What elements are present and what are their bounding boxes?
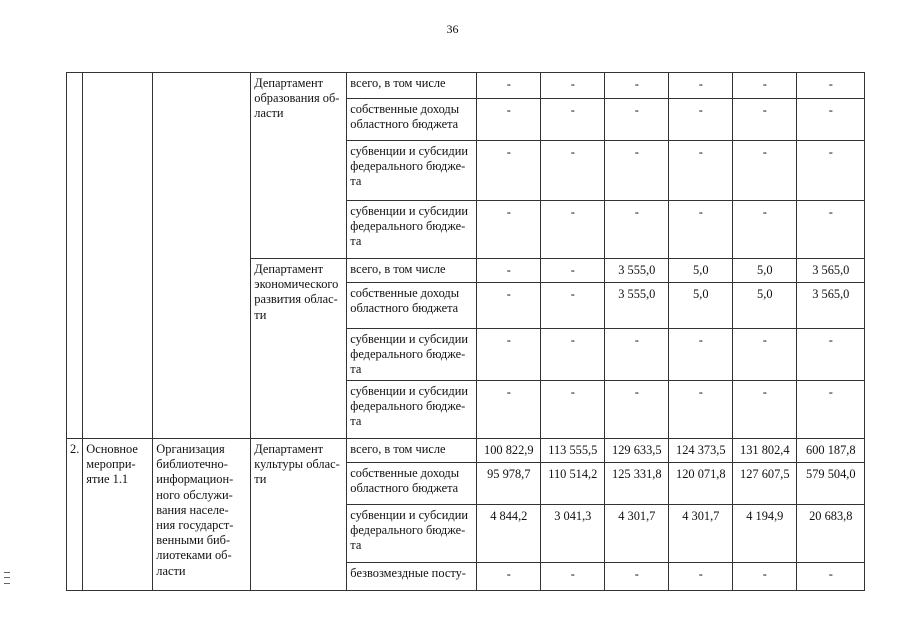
value-cell: -	[477, 259, 541, 283]
activity-name-cell: Основное меропри-ятие 1.1	[83, 439, 153, 591]
funding-source-cell: субвенции и субсидии федерального бюдже-та	[347, 201, 477, 259]
value-cell: -	[541, 259, 605, 283]
value-cell: -	[669, 201, 733, 259]
value-cell: 124 373,5	[669, 439, 733, 463]
value-cell: -	[733, 201, 797, 259]
activity-description-cell	[153, 73, 251, 439]
value-cell: -	[605, 381, 669, 439]
value-cell: 5,0	[733, 283, 797, 329]
value-cell: 129 633,5	[605, 439, 669, 463]
value-cell: -	[605, 141, 669, 201]
funding-source-cell: всего, в том числе	[347, 439, 477, 463]
department-cell: Департамент экономического развития облас-ти	[251, 259, 347, 439]
value-cell: 4 844,2	[477, 505, 541, 563]
value-cell: 120 071,8	[669, 463, 733, 505]
value-cell: 100 822,9	[477, 439, 541, 463]
funding-source-cell: субвенции и субсидии федерального бюдже-та	[347, 381, 477, 439]
value-cell: 3 041,3	[541, 505, 605, 563]
value-cell: 4 301,7	[669, 505, 733, 563]
table-row	[67, 439, 865, 463]
value-cell: 3 565,0	[797, 259, 865, 283]
value-cell: 600 187,8	[797, 439, 865, 463]
value-cell: 20 683,8	[797, 505, 865, 563]
value-cell: 579 504,0	[797, 463, 865, 505]
value-cell: -	[541, 201, 605, 259]
value-cell: -	[605, 201, 669, 259]
page-number: 36	[446, 22, 459, 36]
value-cell: -	[797, 99, 865, 141]
value-cell: 125 331,8	[605, 463, 669, 505]
value-cell: 131 802,4	[733, 439, 797, 463]
activity-description-cell: Организация библиотечно-информацион-ного обслужи-вания населе-ния государст-венными биб-лиотеками об-ласти	[153, 439, 251, 591]
value-cell: -	[669, 141, 733, 201]
funding-source-cell: субвенции и субсидии федерального бюдже-та	[347, 505, 477, 563]
value-cell: -	[477, 99, 541, 141]
value-cell: -	[669, 73, 733, 99]
value-cell: -	[669, 329, 733, 381]
value-cell: -	[605, 73, 669, 99]
value-cell: -	[669, 99, 733, 141]
value-cell: 3 555,0	[605, 259, 669, 283]
value-cell: -	[477, 381, 541, 439]
value-cell: -	[477, 329, 541, 381]
value-cell: -	[541, 563, 605, 591]
value-cell: -	[541, 73, 605, 99]
value-cell: -	[605, 99, 669, 141]
value-cell: -	[477, 283, 541, 329]
margin-mark	[4, 572, 10, 584]
value-cell: -	[733, 381, 797, 439]
funding-source-cell: всего, в том числе	[347, 259, 477, 283]
value-cell: 5,0	[669, 259, 733, 283]
value-cell: -	[797, 201, 865, 259]
value-cell: -	[541, 381, 605, 439]
value-cell: -	[733, 563, 797, 591]
value-cell: -	[477, 73, 541, 99]
value-cell: -	[797, 141, 865, 201]
value-cell: -	[733, 141, 797, 201]
value-cell: -	[733, 73, 797, 99]
table-body	[67, 73, 865, 591]
value-cell: -	[477, 563, 541, 591]
value-cell: -	[797, 73, 865, 99]
value-cell: -	[733, 99, 797, 141]
value-cell: 5,0	[733, 259, 797, 283]
value-cell: -	[797, 329, 865, 381]
value-cell: -	[733, 329, 797, 381]
value-cell: -	[797, 563, 865, 591]
value-cell: -	[797, 381, 865, 439]
budget-table	[66, 72, 865, 591]
number-cell: 2.	[67, 439, 83, 591]
funding-source-cell: субвенции и субсидии федерального бюдже-та	[347, 329, 477, 381]
value-cell: 113 555,5	[541, 439, 605, 463]
value-cell: 110 514,2	[541, 463, 605, 505]
value-cell: -	[541, 283, 605, 329]
table-row	[67, 73, 865, 99]
value-cell: -	[605, 563, 669, 591]
value-cell: 95 978,7	[477, 463, 541, 505]
funding-source-cell: безвозмездные посту-	[347, 563, 477, 591]
value-cell: -	[605, 329, 669, 381]
number-cell	[67, 73, 83, 439]
value-cell: 4 301,7	[605, 505, 669, 563]
value-cell: 3 555,0	[605, 283, 669, 329]
value-cell: 3 565,0	[797, 283, 865, 329]
value-cell: 4 194,9	[733, 505, 797, 563]
value-cell: -	[669, 563, 733, 591]
value-cell: -	[541, 329, 605, 381]
value-cell: -	[477, 141, 541, 201]
value-cell: -	[669, 381, 733, 439]
funding-source-cell: собственные доходы областного бюджета	[347, 99, 477, 141]
value-cell: 127 607,5	[733, 463, 797, 505]
funding-source-cell: собственные доходы областного бюджета	[347, 463, 477, 505]
value-cell: 5,0	[669, 283, 733, 329]
value-cell: -	[541, 99, 605, 141]
funding-source-cell: собственные доходы областного бюджета	[347, 283, 477, 329]
department-cell: Департамент культуры облас-ти	[251, 439, 347, 591]
funding-source-cell: субвенции и субсидии федерального бюдже-та	[347, 141, 477, 201]
activity-name-cell	[83, 73, 153, 439]
value-cell: -	[541, 141, 605, 201]
value-cell: -	[477, 201, 541, 259]
funding-source-cell: всего, в том числе	[347, 73, 477, 99]
department-cell: Департамент образования об-ласти	[251, 73, 347, 259]
